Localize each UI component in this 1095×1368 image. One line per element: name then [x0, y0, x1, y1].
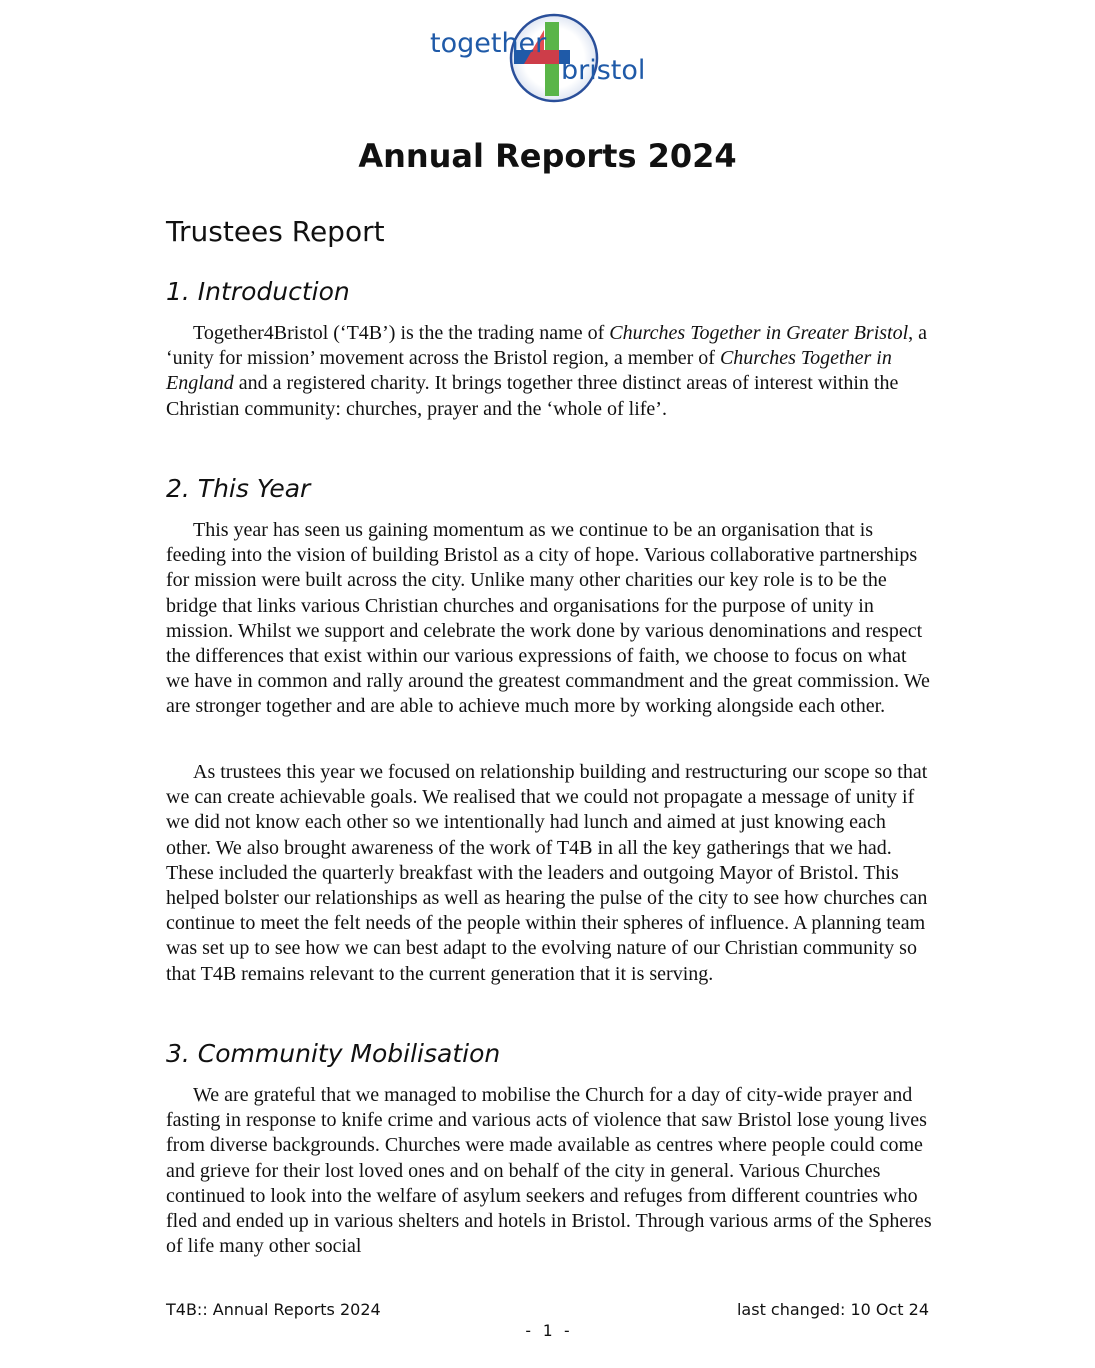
text-run: We are grateful that we managed to mobilise the Church for a day of city-wide prayer and fasting in response to knife crime and various acts of violence that saw Bristol lose young lives from diverse backgrounds. Churches were made available as centres where people could come and grieve for their lost loved ones and on behalf of the city in general. Various Churches continued to look into the welfare of asylum seekers and refuges from different countries who fled and ended up in various shelters and hotels in Bristol. Through various arms of the Spheres of life many other social [166, 1084, 932, 1258]
section-heading-community-mobilisation: 3. Community Mobilisation [166, 1039, 501, 1068]
footer-document-name: T4B:: Annual Reports 2024 [166, 1300, 381, 1319]
community-mobilisation-paragraph [166, 1083, 934, 1259]
italic-text-run: Churches Together in Greater Bristol [609, 322, 909, 344]
introduction-paragraph [166, 321, 934, 422]
cross-four-logo-icon [428, 12, 668, 106]
this-year-paragraph-1 [166, 518, 934, 720]
text-run: , a ‘unity for mission’ movement across the Bristol region, a member of [166, 322, 928, 370]
together4bristol-logo [428, 12, 668, 106]
text-run: As trustees this year we focused on relationship building and restructuring our scope so that we can create achievable goals. We realised that we could not propagate a message of unity if we did not know each other so we intentionally had lunch and aimed at just knowing each other. We also brought awareness of the work of T4B in all the key gatherings that we had. These included the quarterly breakfast with the leaders and outgoing Mayor of Bristol. This helped bolster our relationships as well as hearing the pulse of the city to see how churches can continue to meet the felt needs of the people within their spheres of influence. A planning team was set up to see how we can best adapt to the evolving nature of our Christian community so that T4B remains relevant to the current generation that it is serving. [166, 761, 928, 985]
logo-text-together: together [430, 28, 547, 59]
footer-last-changed: last changed: 10 Oct 24 [736, 1300, 929, 1319]
section-heading-this-year: 2. This Year [166, 474, 311, 503]
italic-text-run: Churches Together in England [166, 347, 892, 395]
text-run: This year has seen us gaining momentum as we continue to be an organisation that is feeding into the vision of building Bristol as a city of hope. Various collaborative partnerships for mission were built across the city. Unlike many other charities our key role is to be the bridge that links various Christian churches and organisations for the purpose of unity in mission. Whilst we support and celebrate the work done by various denominations and respect the differences that exist within our various expressions of faith, we choose to focus on what we have in common and rally around the greatest commandment and the great commission. We are stronger together and are able to achieve much more by working alongside each other. [166, 519, 930, 718]
text-run: and a registered charity. It brings together three distinct areas of interest within the Christian community: churches, prayer and the ‘whole of life’. [166, 372, 899, 420]
section-heading-introduction: 1. Introduction [166, 277, 350, 306]
text-run: Together4Bristol (‘T4B’) is the the trading name of [193, 322, 610, 344]
report-heading: Trustees Report [166, 215, 385, 248]
page-number: - 1 - [523, 1321, 572, 1340]
this-year-paragraph-2 [166, 760, 934, 987]
logo-text-bristol: bristol [561, 55, 646, 86]
document-title: Annual Reports 2024 [358, 137, 737, 175]
